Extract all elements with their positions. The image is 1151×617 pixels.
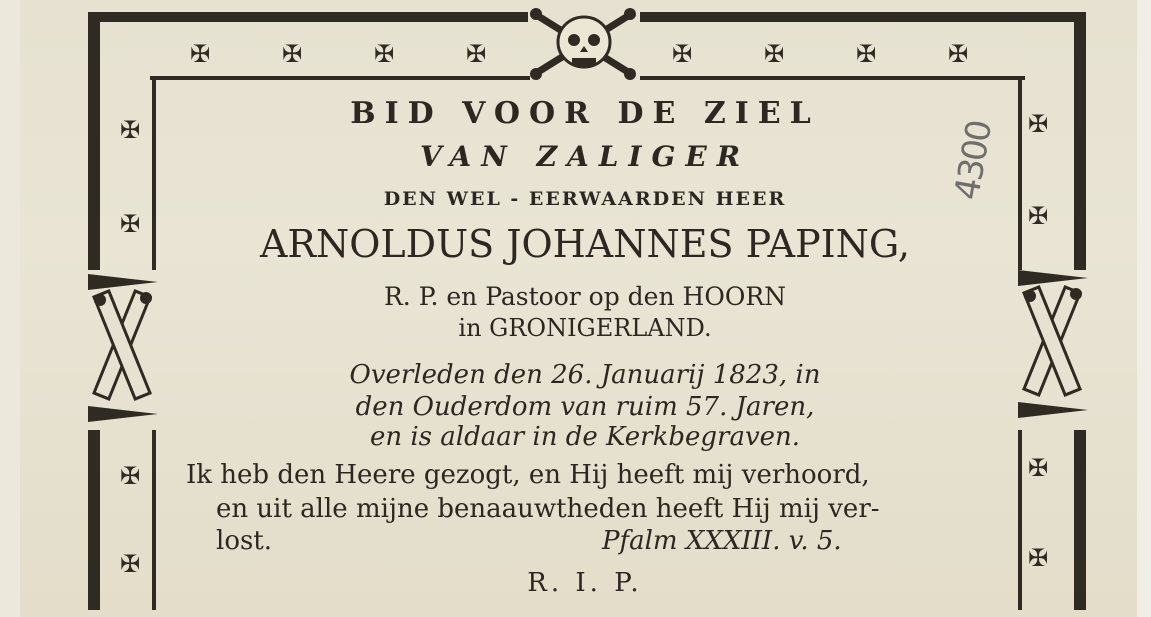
border-top-inner xyxy=(150,76,530,80)
maltese-cross-icon: ✠ xyxy=(1028,202,1049,230)
place-line: in GRONIGERLAND. xyxy=(458,314,712,342)
maltese-cross-icon: ✠ xyxy=(190,40,211,68)
age-line: den Ouderdom van ruim 57. Jaren, xyxy=(355,392,815,422)
burial-line: en is aldaar in de Kerkbegraven. xyxy=(369,422,801,452)
verse-line-1: Ik heb den Heere gezogt, en Hij heeft mij verhoord, xyxy=(186,460,870,490)
border-right-inner-top xyxy=(1018,76,1022,270)
heading-line-2: VAN ZALIGER xyxy=(419,140,751,173)
office-line: R. P. en Pastoor op den HOORN xyxy=(383,282,787,311)
maltese-cross-icon: ✠ xyxy=(856,40,877,68)
psalm-reference: Pfalm XXXIII. v. 5. xyxy=(602,526,842,556)
border-left-inner-bottom xyxy=(152,430,156,610)
maltese-cross-icon: ✠ xyxy=(282,40,303,68)
border-left-inner-top xyxy=(152,76,156,270)
border-left-outer-bottom xyxy=(88,430,100,610)
border-top-outer-right xyxy=(640,12,1086,22)
handwritten-annotation: 4300 xyxy=(947,118,1001,203)
verse-line-3: lost. xyxy=(216,526,273,556)
maltese-cross-icon: ✠ xyxy=(120,462,141,490)
maltese-cross-icon: ✠ xyxy=(1028,110,1049,138)
border-left-outer-top xyxy=(88,12,100,270)
maltese-cross-icon: ✠ xyxy=(120,116,141,144)
maltese-cross-icon: ✠ xyxy=(1028,454,1049,482)
name-line: ARNOLDUS JOHANNES PAPING, xyxy=(259,222,911,266)
border-top-inner-right xyxy=(640,76,1025,80)
paper-edge-right xyxy=(1137,0,1151,617)
maltese-cross-icon: ✠ xyxy=(764,40,785,68)
paper-edge-left xyxy=(0,0,20,617)
maltese-cross-icon: ✠ xyxy=(1028,544,1049,572)
crossed-torches-icon xyxy=(1012,264,1092,424)
border-right-outer-bottom xyxy=(1074,430,1086,610)
border-top-outer xyxy=(88,12,528,22)
rip-line: R. I. P. xyxy=(527,568,643,598)
border-right-inner-bottom xyxy=(1018,430,1022,610)
maltese-cross-icon: ✠ xyxy=(466,40,487,68)
maltese-cross-icon: ✠ xyxy=(672,40,693,68)
maltese-cross-icon: ✠ xyxy=(120,210,141,238)
crossed-torches-icon xyxy=(84,268,164,428)
border-right-outer-top xyxy=(1074,12,1086,270)
verse-line-2: en uit alle mijne benaauwtheden heeft Hij mij ver- xyxy=(216,494,880,524)
maltese-cross-icon: ✠ xyxy=(120,550,141,578)
maltese-cross-icon: ✠ xyxy=(948,40,969,68)
title-line: DEN WEL - EERWAARDEN HEER xyxy=(383,188,787,210)
death-line: Overleden den 26. Januarij 1823, in xyxy=(349,360,821,390)
maltese-cross-icon: ✠ xyxy=(374,40,395,68)
heading-line-1: BID VOOR DE ZIEL xyxy=(350,96,820,131)
skull-crossbones-icon xyxy=(528,6,640,82)
